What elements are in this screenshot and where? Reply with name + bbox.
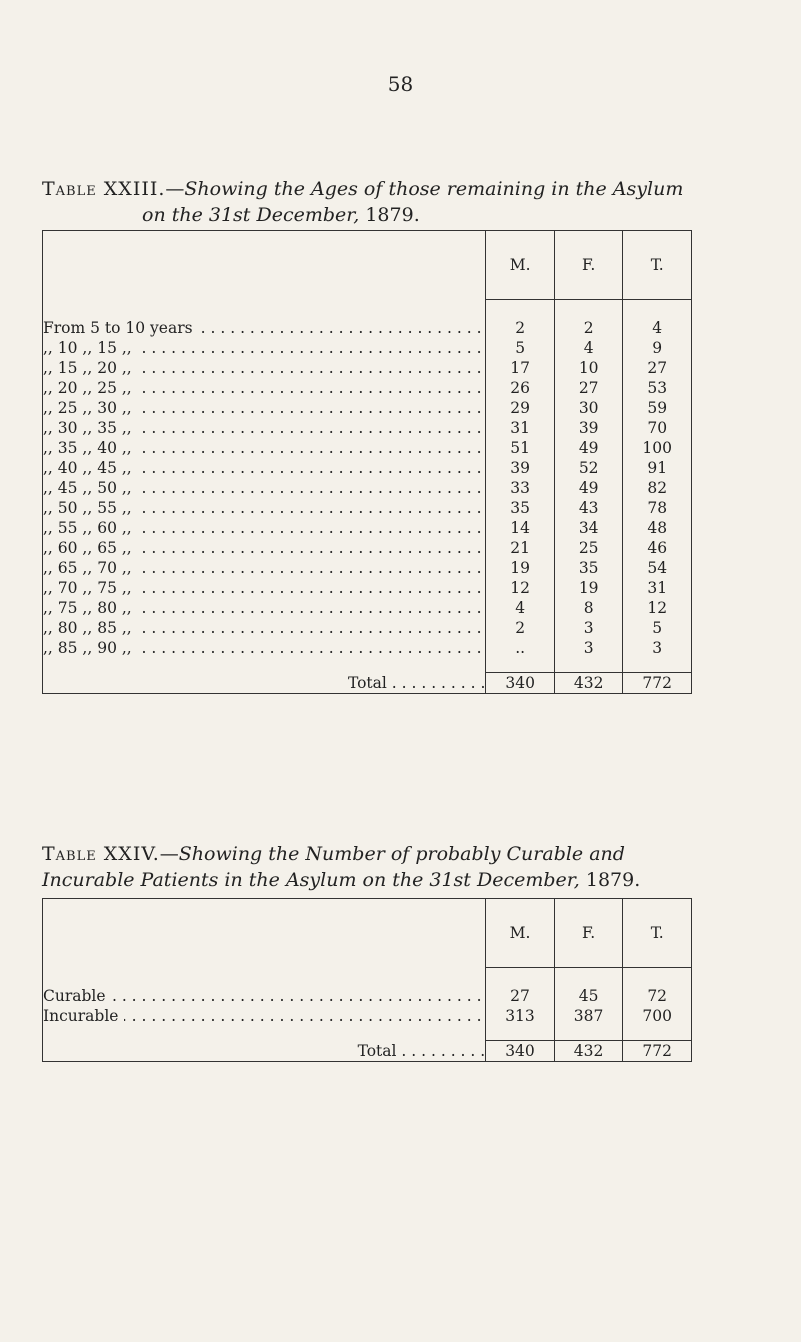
cell-t: 54 bbox=[623, 558, 692, 578]
cell-m: 12 bbox=[486, 578, 555, 598]
cell-f: 35 bbox=[554, 558, 623, 578]
table-23-header-f: F. bbox=[554, 231, 623, 300]
row-label: ,, 70 ,, 75 ,, bbox=[43, 579, 138, 597]
cell-m: 33 bbox=[486, 478, 555, 498]
row-label: ,, 45 ,, 50 ,, bbox=[43, 479, 138, 497]
table-24-caption bbox=[42, 841, 762, 893]
row-label: ,, 75 ,, 80 ,, bbox=[43, 599, 138, 617]
cell-t: 31 bbox=[623, 578, 692, 598]
table-23-total-row: Total . . . . . . . . . . 340 432 772 bbox=[43, 673, 692, 694]
cell-m: 19 bbox=[486, 558, 555, 578]
table-23-title-line2: on the 31st December, bbox=[142, 204, 360, 226]
row-label: ,, 25 ,, 30 ,, bbox=[43, 399, 138, 417]
table-24-header-f: F. bbox=[554, 899, 623, 968]
cell-m: 29 bbox=[486, 398, 555, 418]
table-23 bbox=[42, 230, 692, 694]
cell-f: 3 bbox=[554, 618, 623, 638]
table-row bbox=[43, 438, 692, 458]
cell-f: 19 bbox=[554, 578, 623, 598]
row-label: ,, 40 ,, 45 ,, bbox=[43, 459, 138, 477]
cell-m: 27 bbox=[486, 968, 555, 1007]
table-23-total-t: 772 bbox=[623, 673, 692, 694]
row-label: ,, 65 ,, 70 ,, bbox=[43, 559, 138, 577]
table-row bbox=[43, 300, 692, 339]
cell-m: 39 bbox=[486, 458, 555, 478]
cell-m: 26 bbox=[486, 378, 555, 398]
table-row bbox=[43, 478, 692, 498]
table-24-title-line1: Showing the Number of probably Curable and bbox=[178, 843, 625, 865]
table-23-header-m: M. bbox=[486, 231, 555, 300]
cell-t: 72 bbox=[623, 968, 692, 1007]
cell-t: 46 bbox=[623, 538, 692, 558]
table-row bbox=[43, 518, 692, 538]
cell-m: 31 bbox=[486, 418, 555, 438]
row-label: From 5 to 10 years bbox=[43, 319, 199, 337]
cell-t: 53 bbox=[623, 378, 692, 398]
cell-t: 27 bbox=[623, 358, 692, 378]
table-23-total-m: 340 bbox=[486, 673, 555, 694]
table-24-header-t: T. bbox=[623, 899, 692, 968]
table-row bbox=[43, 358, 692, 378]
row-label: ,, 10 ,, 15 ,, bbox=[43, 339, 138, 357]
table-23-total-label: Total bbox=[347, 673, 387, 692]
cell-f: 43 bbox=[554, 498, 623, 518]
cell-t: 12 bbox=[623, 598, 692, 618]
cell-t: 5 bbox=[623, 618, 692, 638]
cell-m: 313 bbox=[486, 1006, 555, 1041]
cell-m: 17 bbox=[486, 358, 555, 378]
table-24-dash: — bbox=[159, 843, 179, 865]
table-24-total-label: Total bbox=[357, 1041, 397, 1060]
table-row bbox=[43, 1006, 692, 1041]
table-23-header-t: T. bbox=[623, 231, 692, 300]
table-23-dash: — bbox=[165, 178, 185, 200]
cell-m: .. bbox=[486, 638, 555, 673]
table-24-header-m: M. bbox=[486, 899, 555, 968]
row-label: Curable bbox=[43, 987, 112, 1005]
table-row bbox=[43, 968, 692, 1007]
table-row bbox=[43, 418, 692, 438]
table-24 bbox=[42, 898, 692, 1062]
row-label: ,, 35 ,, 40 ,, bbox=[43, 439, 138, 457]
table-24-header-row bbox=[43, 899, 692, 968]
table-row bbox=[43, 378, 692, 398]
table-23-name: Table XXIII. bbox=[42, 178, 166, 200]
cell-m: 51 bbox=[486, 438, 555, 458]
table-23-total-f: 432 bbox=[554, 673, 623, 694]
table-23-header-row bbox=[43, 231, 692, 300]
cell-f: 30 bbox=[554, 398, 623, 418]
cell-t: 59 bbox=[623, 398, 692, 418]
cell-t: 70 bbox=[623, 418, 692, 438]
table-23-title-line1: Showing the Ages of those remaining in the Asylum bbox=[184, 178, 684, 200]
row-label: ,, 80 ,, 85 ,, bbox=[43, 619, 138, 637]
cell-t: 91 bbox=[623, 458, 692, 478]
table-24-year: 1879. bbox=[585, 869, 641, 891]
table-row bbox=[43, 598, 692, 618]
cell-f: 49 bbox=[554, 438, 623, 458]
row-label: ,, 85 ,, 90 ,, bbox=[43, 639, 138, 657]
cell-f: 2 bbox=[554, 300, 623, 339]
cell-t: 3 bbox=[623, 638, 692, 673]
table-24-total-t: 772 bbox=[623, 1041, 692, 1062]
table-row bbox=[43, 498, 692, 518]
table-23-caption bbox=[42, 176, 762, 228]
cell-f: 10 bbox=[554, 358, 623, 378]
table-24-name: Table XXIV. bbox=[42, 843, 160, 865]
row-label: ,, 55 ,, 60 ,, bbox=[43, 519, 138, 537]
cell-f: 34 bbox=[554, 518, 623, 538]
table-24-total-m: 340 bbox=[486, 1041, 555, 1062]
table-row bbox=[43, 538, 692, 558]
row-label: ,, 60 ,, 65 ,, bbox=[43, 539, 138, 557]
page-number: 58 bbox=[387, 72, 414, 96]
row-label: ,, 30 ,, 35 ,, bbox=[43, 419, 138, 437]
cell-f: 25 bbox=[554, 538, 623, 558]
cell-f: 3 bbox=[554, 638, 623, 673]
table-23-year: 1879. bbox=[365, 204, 420, 226]
row-label: ,, 15 ,, 20 ,, bbox=[43, 359, 138, 377]
cell-t: 82 bbox=[623, 478, 692, 498]
cell-t: 9 bbox=[623, 338, 692, 358]
cell-f: 4 bbox=[554, 338, 623, 358]
cell-t: 4 bbox=[623, 300, 692, 339]
cell-t: 48 bbox=[623, 518, 692, 538]
table-row bbox=[43, 578, 692, 598]
table-row bbox=[43, 398, 692, 418]
cell-f: 8 bbox=[554, 598, 623, 618]
table-24-total-f: 432 bbox=[554, 1041, 623, 1062]
cell-t: 100 bbox=[623, 438, 692, 458]
cell-m: 2 bbox=[486, 618, 555, 638]
cell-t: 78 bbox=[623, 498, 692, 518]
cell-t: 700 bbox=[623, 1006, 692, 1041]
cell-m: 2 bbox=[486, 300, 555, 339]
cell-f: 52 bbox=[554, 458, 623, 478]
cell-m: 21 bbox=[486, 538, 555, 558]
table-row bbox=[43, 638, 692, 673]
cell-m: 14 bbox=[486, 518, 555, 538]
cell-f: 39 bbox=[554, 418, 623, 438]
cell-m: 5 bbox=[486, 338, 555, 358]
cell-f: 387 bbox=[554, 1006, 623, 1041]
row-label: ,, 50 ,, 55 ,, bbox=[43, 499, 138, 517]
table-24-total-row: Total . . . . . . . . . 340 432 772 bbox=[43, 1041, 692, 1062]
table-24-header-blank bbox=[43, 899, 486, 968]
row-label: ,, 20 ,, 25 ,, bbox=[43, 379, 138, 397]
table-row bbox=[43, 558, 692, 578]
cell-f: 27 bbox=[554, 378, 623, 398]
table-row bbox=[43, 338, 692, 358]
table-24-title-line2: Incurable Patients in the Asylum on the 31st December, bbox=[42, 869, 580, 891]
table-23-header-blank bbox=[43, 231, 486, 300]
table-row bbox=[43, 458, 692, 478]
cell-m: 4 bbox=[486, 598, 555, 618]
row-label: Incurable bbox=[43, 1007, 124, 1025]
cell-m: 35 bbox=[486, 498, 555, 518]
cell-f: 49 bbox=[554, 478, 623, 498]
table-row bbox=[43, 618, 692, 638]
cell-f: 45 bbox=[554, 968, 623, 1007]
